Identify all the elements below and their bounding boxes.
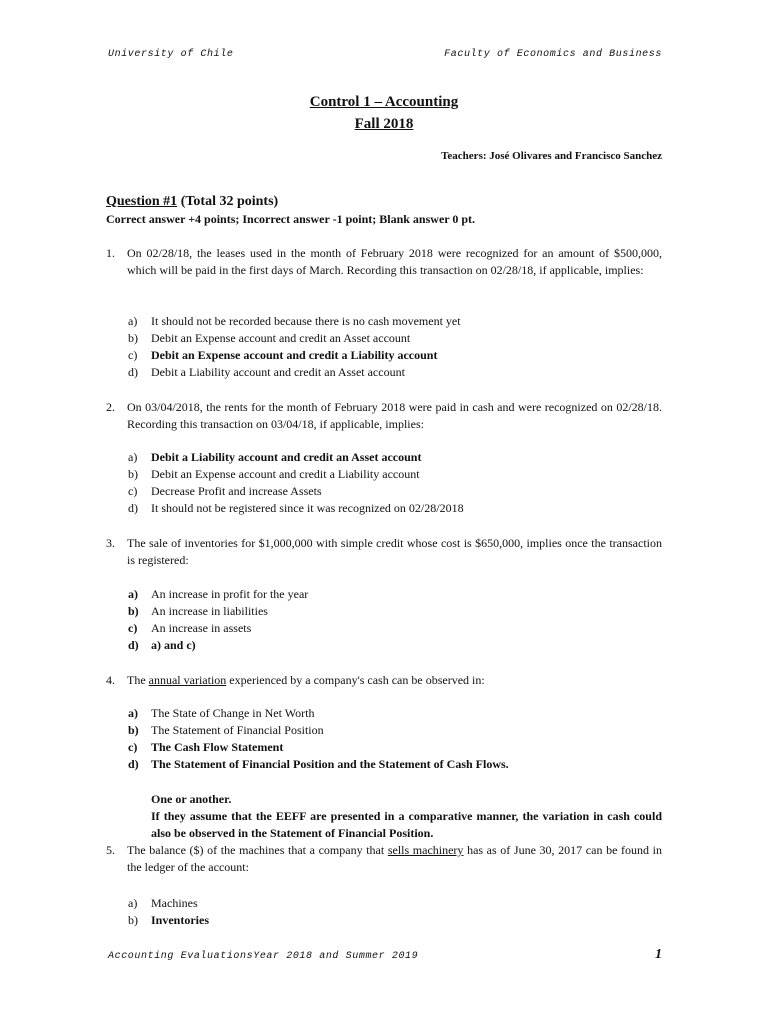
question-item-3 — [106, 535, 662, 569]
question-points: (Total 32 points) — [177, 194, 279, 209]
option-correct: a) Debit a Liability account and credit an Asset account — [128, 450, 422, 464]
item-text: On 03/04/2018, the rents for the month of February 2018 were paid in cash and were recognized on 02/28/18. Recording this transaction on 03/04/18, if applicable, implies: — [127, 400, 662, 431]
option: b) Debit an Expense account and credit an Asset account — [128, 331, 411, 345]
option: d) Debit a Liability account and credit an Asset account — [128, 365, 405, 379]
item-text: The balance ($) of the machines that a company that sells machinery has as of June 30, 2017 can be found in the ledger of the account: — [127, 843, 662, 874]
page-number: 1 — [655, 947, 662, 962]
scoring-rules: Correct answer +4 points; Incorrect answer -1 point; Blank answer 0 pt. — [106, 212, 476, 226]
question-item-5 — [106, 842, 662, 876]
option-correct: b) Inventories — [128, 913, 209, 927]
option-correct: c) Debit an Expense account and credit a Liability account — [128, 348, 438, 362]
header-university: University of Chile — [108, 49, 234, 60]
option: d) It should not be registered since it was recognized on 02/28/2018 — [128, 501, 464, 515]
options-item-2 — [128, 449, 464, 517]
option: a) It should not be recorded because there is no cash movement yet — [128, 314, 461, 328]
option: b) The Statement of Financial Position — [128, 723, 324, 737]
answer-note-heading: One or another. — [151, 792, 232, 806]
item-number: 2. — [106, 400, 115, 414]
underlined-term: sells machinery — [387, 843, 464, 857]
option-correct: d) a) and c) — [128, 638, 196, 652]
option: b) An increase in liabilities — [128, 604, 268, 618]
option: a) The State of Change in Net Worth — [128, 706, 315, 720]
question-item-4 — [106, 672, 662, 689]
item-text: The sale of inventories for $1,000,000 with simple credit whose cost is $650,000, implies once the transaction is registered: — [127, 536, 662, 567]
document-subtitle: Fall 2018 — [354, 116, 414, 132]
options-item-4 — [128, 705, 509, 773]
options-item-5 — [128, 895, 209, 929]
option: a) An increase in profit for the year — [128, 587, 309, 601]
footer-text: Accounting EvaluationsYear 2018 and Summer 2019 — [108, 951, 419, 962]
header-faculty: Faculty of Economics and Business — [444, 49, 662, 60]
question-item-1 — [106, 245, 662, 279]
question-label: Question #1 — [106, 194, 178, 209]
item-number: 3. — [106, 536, 115, 550]
option: b) Debit an Expense account and credit a Liability account — [128, 467, 420, 481]
options-item-3 — [128, 586, 308, 654]
answer-note-text: If they assume that the EEFF are presented in a comparative manner, the variation in cash could also be observed in the Statement of Financial Position. — [151, 809, 662, 840]
document-title: Control 1 – Accounting — [309, 94, 459, 110]
option: c) An increase in assets — [128, 621, 252, 635]
item-number: 5. — [106, 843, 115, 857]
option-correct: d) The Statement of Financial Position and the Statement of Cash Flows. — [128, 757, 509, 771]
options-item-1 — [128, 313, 461, 381]
option: a) Machines — [128, 896, 198, 910]
option: c) Decrease Profit and increase Assets — [128, 484, 322, 498]
question-heading — [106, 194, 278, 210]
item-number: 4. — [106, 673, 115, 687]
item-text: On 02/28/18, the leases used in the month of February 2018 were recognized for an amount of $500,000, which will be paid in the first days of March. Recording this transaction on 02/28/18, if applicable, implies: — [127, 246, 662, 277]
option-correct: c) The Cash Flow Statement — [128, 740, 284, 754]
underlined-term: annual variation — [148, 673, 227, 687]
item-text: The annual variation experienced by a company's cash can be observed in: — [127, 673, 485, 687]
teachers-line: Teachers: José Olivares and Francisco Sanchez — [441, 150, 662, 162]
question-item-2 — [106, 399, 662, 433]
item-number: 1. — [106, 246, 115, 260]
